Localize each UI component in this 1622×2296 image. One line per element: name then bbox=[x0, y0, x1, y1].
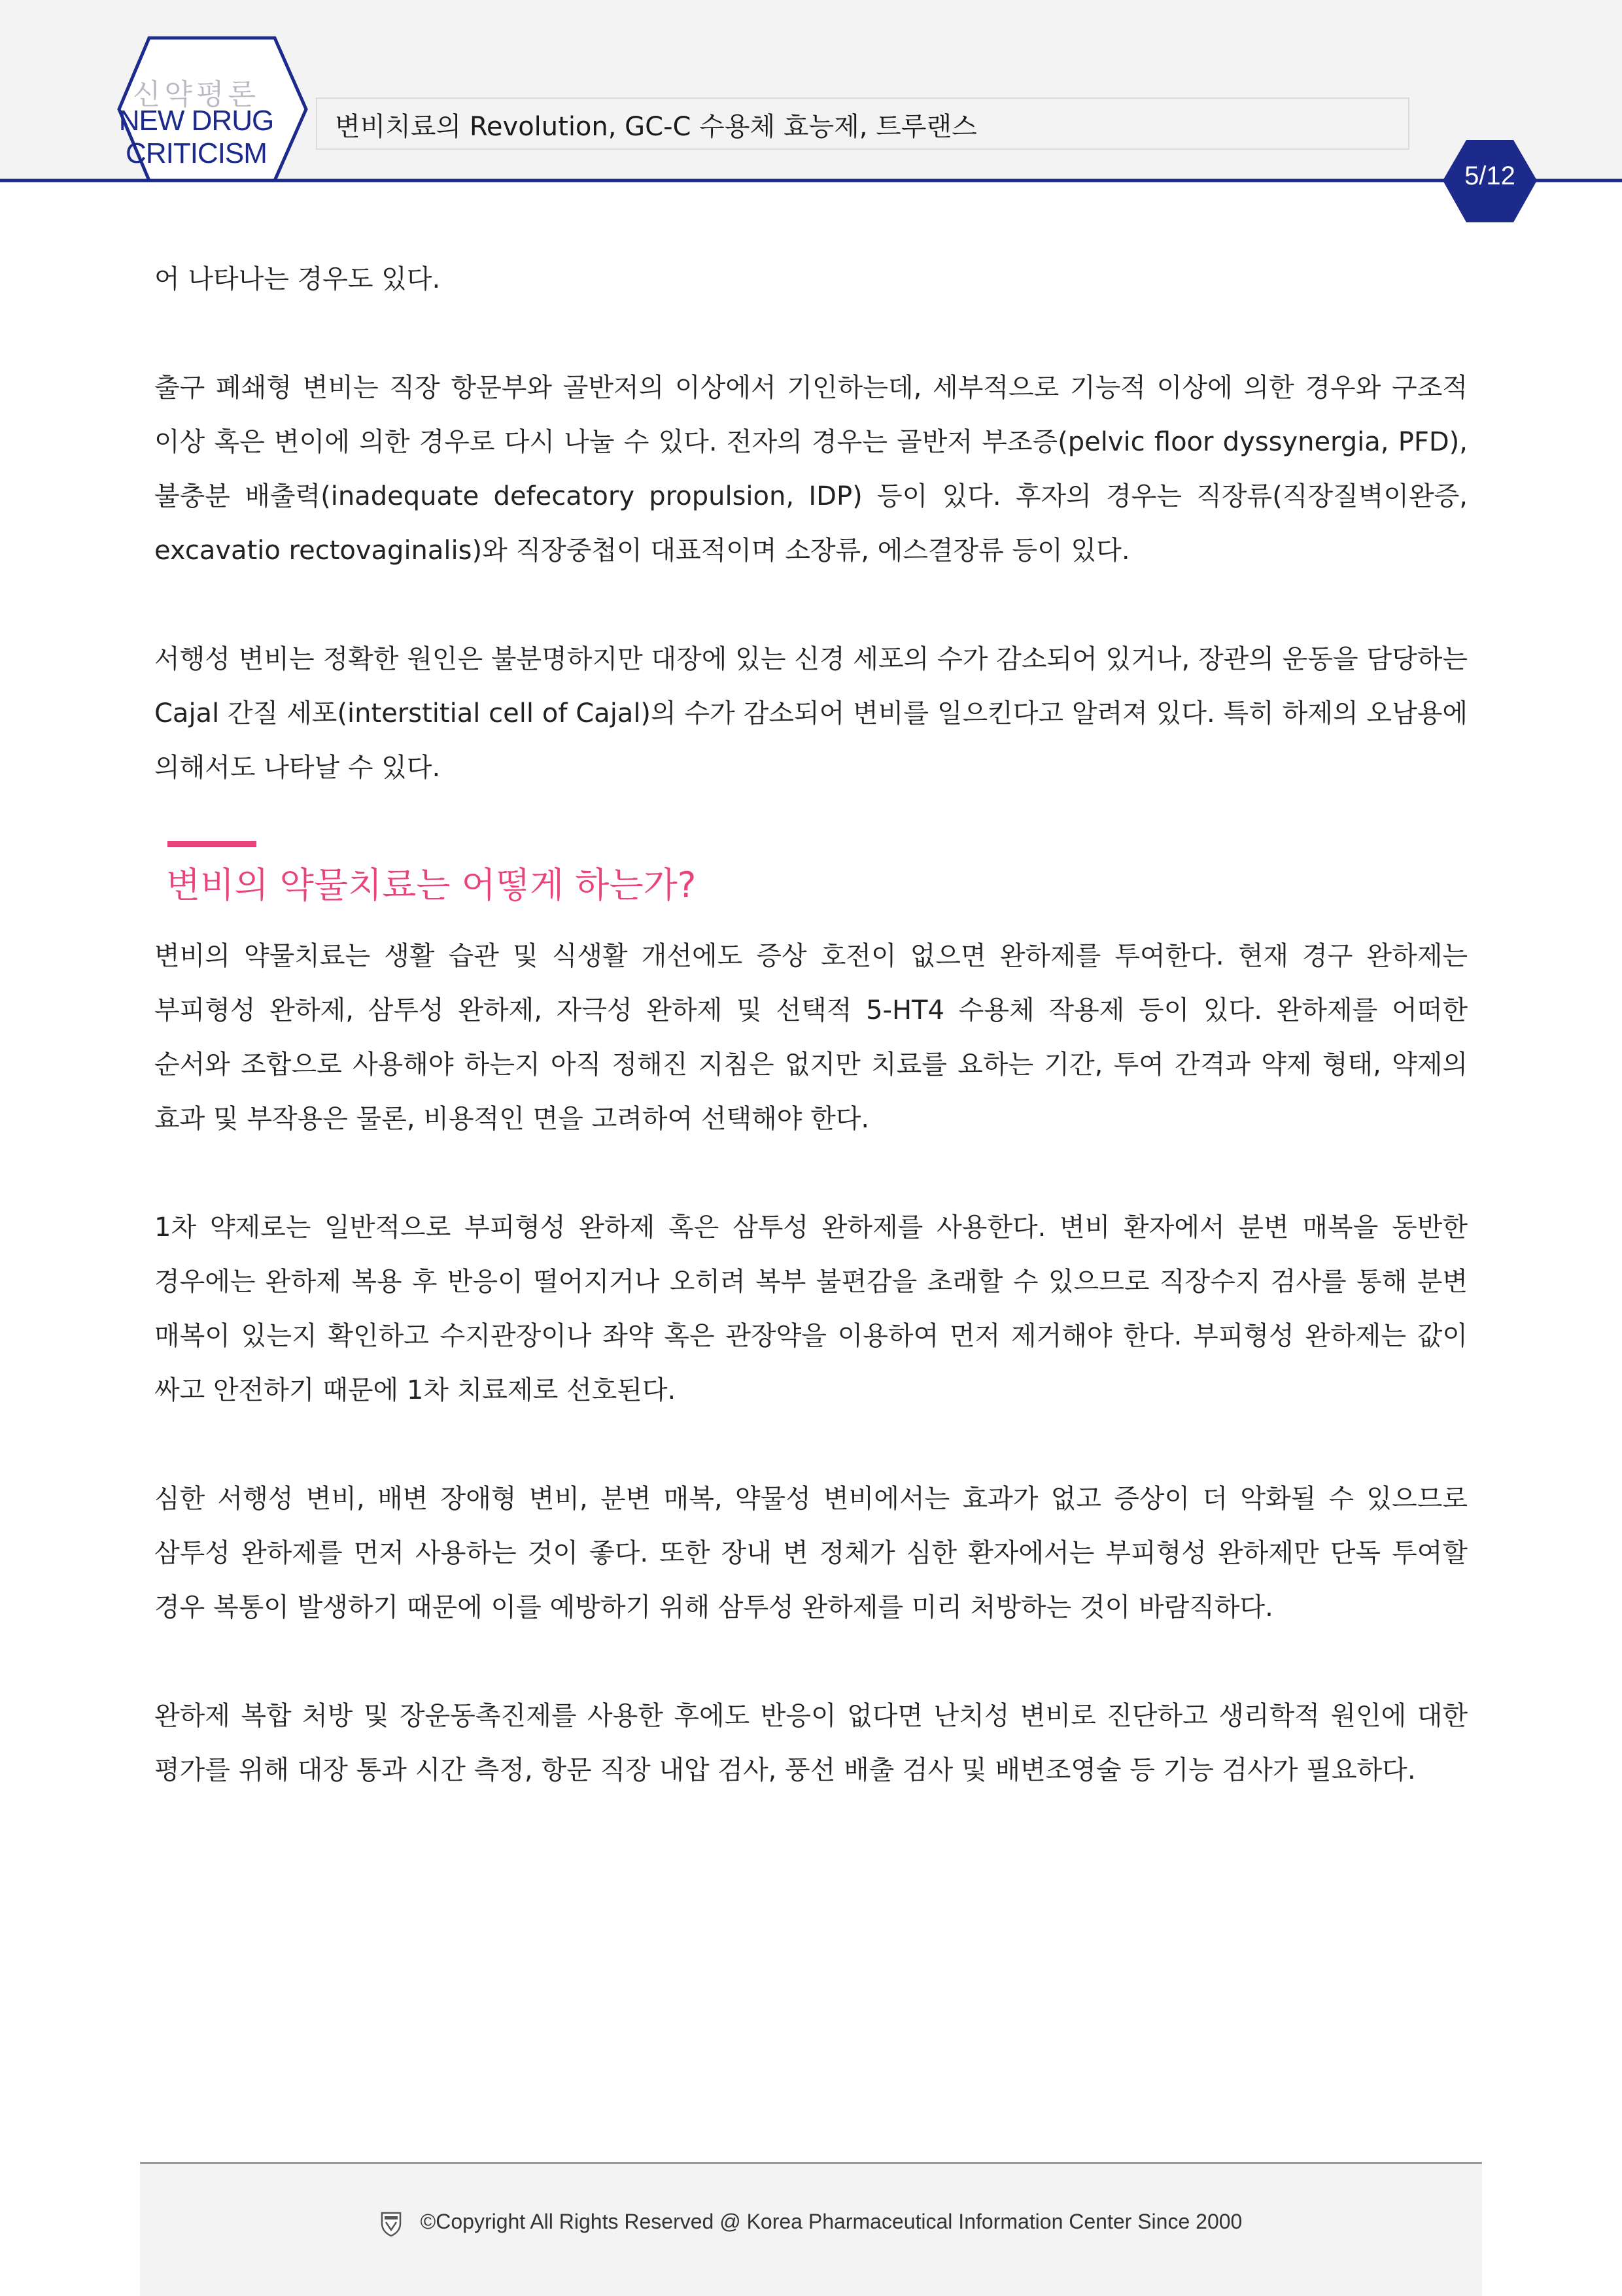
paragraph: 출구 폐쇄형 변비는 직장 항문부와 골반저의 이상에서 기인하는데, 세부적으로 기능적 이상에 의한 경우와 구조적 이상 혹은 변이에 의한 경우로 다시 나눌 수 있다. 전자의 경우는 골반저 부조증(pelvic floor dyssynergia, PFD), 불충분 배출력(inadequate defecatory propulsion, IDP) 등이 있다. 후자의 경우는 직장류(직장질벽이완증, excavatio rectovaginalis)와 직장중첩이 대표적이며 소장류, 에스결장류 등이 있다. bbox=[154, 373, 1468, 566]
paragraph: 완하제 복합 처방 및 장운동촉진제를 사용한 후에도 반응이 없다면 난치성 변비로 진단하고 생리학적 원인에 대한 평가를 위해 대장 통과 시간 측정, 항문 직장 내압 검사, 풍선 배출 검사 및 배변조영술 등 기능 검사가 필요하다. bbox=[154, 1701, 1468, 1785]
main-content bbox=[154, 252, 1468, 1852]
paragraph: 어 나타나는 경우도 있다. bbox=[154, 264, 441, 294]
paragraph: 1차 약제로는 일반적으로 부피형성 완하제 혹은 삼투성 완하제를 사용한다. 변비 환자에서 분변 매복을 동반한 경우에는 완하제 복용 후 반응이 떨어지거나 오히려 복부 불편감을 초래할 수 있으므로 직장수지 검사를 통해 분변 매복이 있는지 확인하고 수지관장이나 좌약 혹은 관장약을 이용하여 먼저 제거해야 한다. 부피형성 완하제는 값이 싸고 안전하기 때문에 1차 치료제로 선호된다. bbox=[154, 1212, 1468, 1405]
logo-korean: 신약평론 bbox=[132, 78, 260, 111]
document-title: 변비치료의 Revolution, GC-C 수용체 효능제, 트루랜스 bbox=[335, 112, 977, 142]
crest-icon bbox=[380, 2210, 402, 2236]
section-heading: 변비의 약물치료는 어떻게 하는가? bbox=[166, 865, 697, 906]
paragraph: 심한 서행성 변비, 배변 장애형 변비, 분변 매복, 약물성 변비에서는 효과가 없고 증상이 더 악화될 수 있으므로 삼투성 완하제를 먼저 사용하는 것이 좋다. 또한 장내 변 정체가 심한 환자에서는 부피형성 완하제만 단독 투여할 경우 복통이 발생하기 때문에 이를 예방하기 위해 삼투성 완하제를 미리 처방하는 것이 바람직하다. bbox=[154, 1484, 1468, 1622]
section-accent-bar bbox=[167, 841, 256, 847]
page-number: 5/12 bbox=[1464, 162, 1515, 190]
logo-english-line1: NEW DRUG bbox=[118, 105, 274, 137]
paragraph: 변비의 약물치료는 생활 습관 및 식생활 개선에도 증상 호전이 없으면 완하제를 투여한다. 현재 경구 완하제는 부피형성 완하제, 삼투성 완하제, 자극성 완하제 및 선택적 5-HT4 수용체 작용제 등이 있다. 완하제를 어떠한 순서와 조합으로 사용해야 하는지 아직 정해진 지침은 없지만 치료를 요하는 기간, 투여 간격과 약제 형태, 약제의 효과 및 부작용은 물론, 비용적인 면을 고려하여 선택해야 한다. bbox=[154, 941, 1468, 1134]
copyright-text: ©Copyright All Rights Reserved @ Korea Pharmaceutical Information Center Since 2000 bbox=[420, 2210, 1243, 2233]
footer bbox=[140, 2162, 1482, 2296]
logo-english-line2: CRITICISM bbox=[126, 137, 267, 169]
paragraph: 서행성 변비는 정확한 원인은 불분명하지만 대장에 있는 신경 세포의 수가 감소되어 있거나, 장관의 운동을 담당하는 Cajal 간질 세포(interstitial cell of Cajal)의 수가 감소되어 변비를 일으킨다고 알려져 있다. 특히 하제의 오남용에 의해서도 나타날 수 있다. bbox=[154, 644, 1468, 783]
footer-line bbox=[140, 2210, 1482, 2236]
